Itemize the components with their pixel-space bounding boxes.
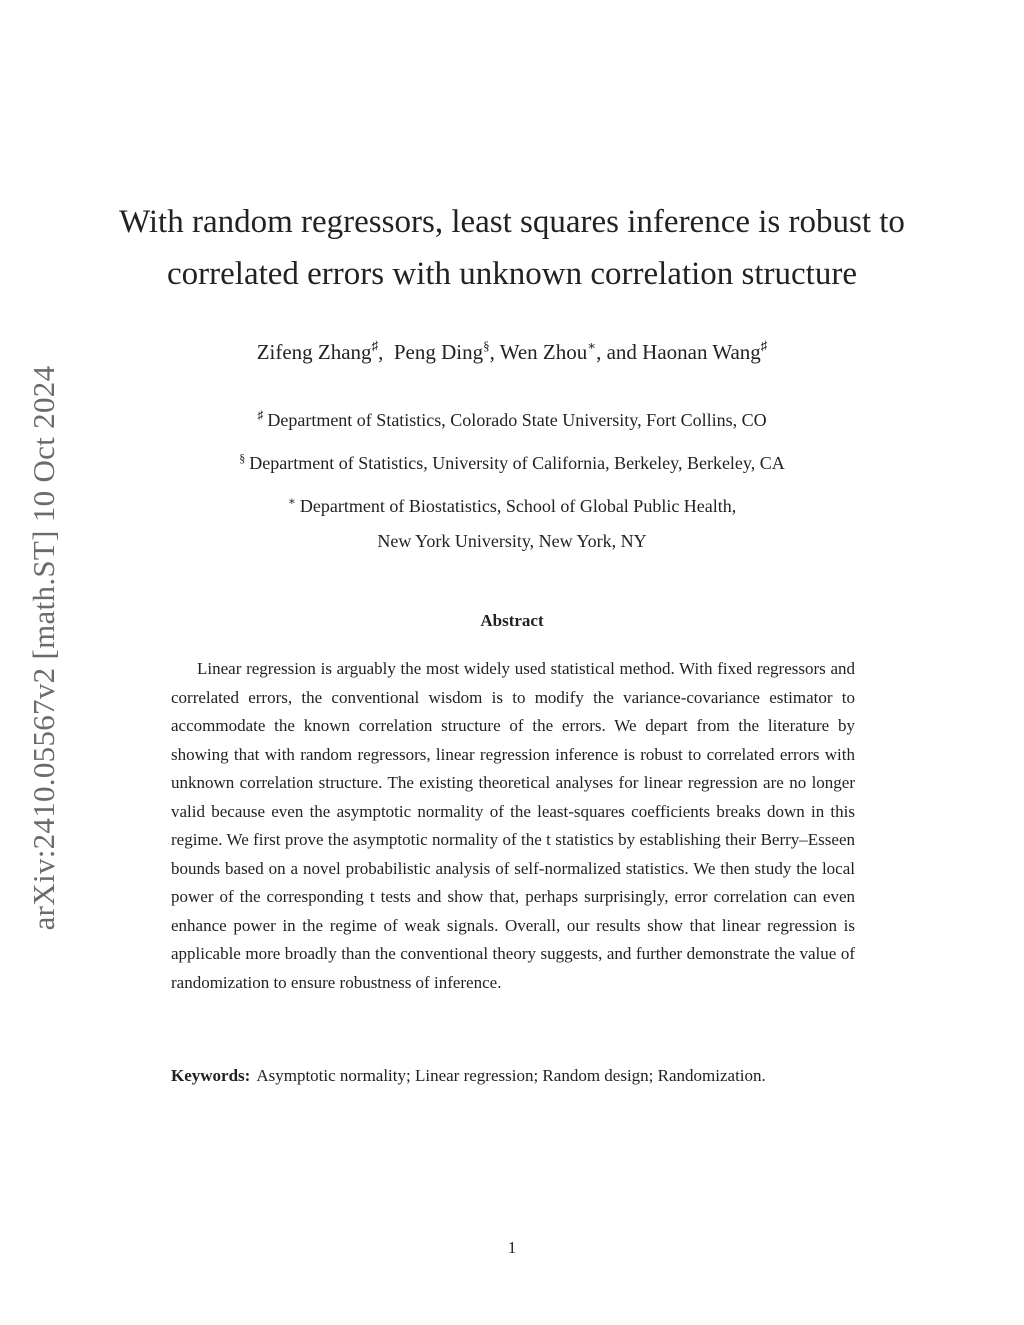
affiliation-line	[100, 451, 924, 474]
affiliation-line	[100, 408, 924, 431]
paper-title: With random regressors, least squares inference is robust to correlated errors with unknown correlation structure	[119, 204, 905, 292]
keywords-label: Keywords:	[171, 1066, 251, 1085]
affiliation-text: New York University, New York, NY	[377, 531, 647, 551]
abstract-text: Linear regression is arguably the most widely used statistical method. With fixed regressors and correlated errors, the conventional wisdom is to modify the variance-covariance estimator to accommodate the known correlation structure of the errors. We depart from the literature by showing that with random regressors, linear regression inference is robust to correlated errors with unknown correlation structure. The existing theoretical analyses for linear regression are no longer valid because even the asymptotic normality of the least-squares coefficients breaks down in this regime. We first prove the asymptotic normality of the t statistics by establishing their Berry–Esseen bounds based on a novel probabilistic analysis of self-normalized statistics. We then study the local power of the corresponding t tests and show that, perhaps surprisingly, error correlation can even enhance power in the regime of weak signals. Overall, our results show that linear regression is applicable more broadly than the conventional theory suggests, and further demonstrate the value of randomization to ensure robustness of inference.	[171, 659, 855, 992]
author-separator: ,	[378, 340, 394, 364]
affiliation-text: Department of Statistics, University of California, Berkeley, Berkeley, CA	[249, 453, 785, 473]
affiliation-mark: ∗	[287, 494, 296, 508]
author-name: Wen Zhou	[499, 340, 588, 364]
author-separator: , and	[596, 340, 643, 364]
author-affiliation-mark: ♯	[371, 338, 379, 353]
author-name: Zifeng Zhang	[256, 340, 372, 364]
author-affiliation-mark: ∗	[587, 338, 597, 353]
affiliation-text: Department of Statistics, Colorado State University, Fort Collins, CO	[267, 410, 767, 430]
affiliation-line	[100, 494, 924, 517]
affiliation-line	[100, 531, 924, 552]
author-affiliation-mark: ♯	[760, 338, 768, 353]
affiliation-mark: §	[239, 451, 246, 465]
author-list	[100, 338, 924, 365]
affiliation-text: Department of Biostatistics, School of Global Public Health,	[299, 496, 737, 516]
keywords-section	[171, 1062, 855, 1091]
page-number: 1	[507, 1238, 517, 1257]
arxiv-identifier-stamp: arXiv:2410.05567v2 [math.ST] 10 Oct 2024	[26, 365, 61, 931]
author-affiliation-mark: §	[483, 338, 490, 353]
affiliation-mark: ♯	[257, 408, 264, 422]
keywords-list: Asymptotic normality; Linear regression; Random design; Randomization.	[256, 1066, 766, 1085]
abstract-heading: Abstract	[480, 611, 544, 630]
author-name: Peng Ding	[393, 340, 484, 364]
author-name: Haonan Wang	[642, 340, 761, 364]
author-separator: ,	[489, 340, 500, 364]
